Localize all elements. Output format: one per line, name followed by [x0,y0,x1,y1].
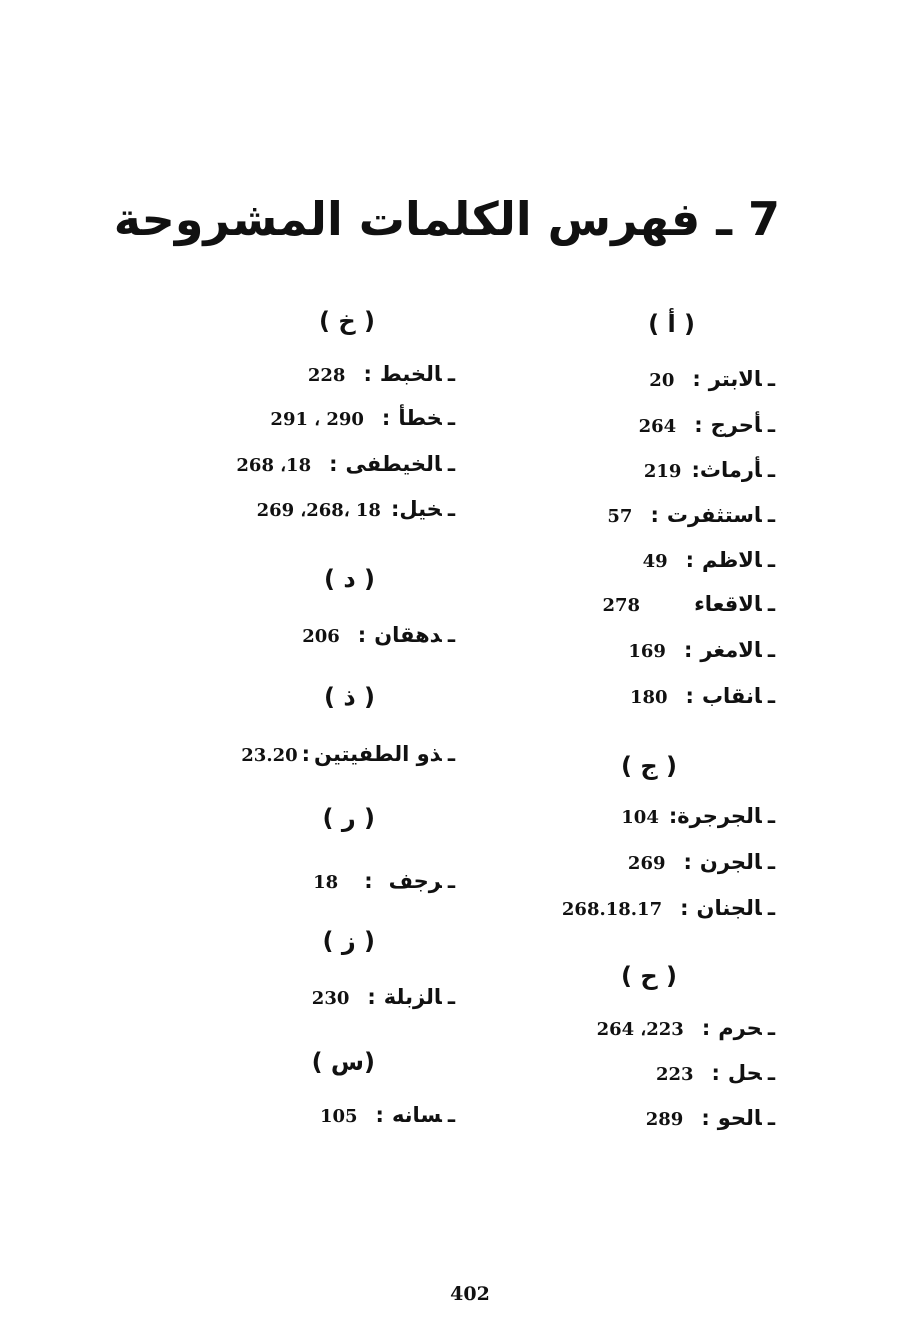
section-header: ( خ ) [319,307,375,335]
section-header: ( ز ) [322,927,375,955]
entry-word: الخيطفى [345,452,442,476]
entry-pages: 57 [607,506,633,527]
index-entry: ـدهقان:206 [302,623,455,647]
section-header: ( ر ) [322,804,375,832]
index-entry: ـالابتر:20 [649,367,775,391]
entry-word: الاقعاء [694,592,762,616]
entry-pages: 23.20 [241,745,298,766]
index-entry: ـالزبلة:230 [311,985,455,1009]
entry-pages: 291 ، 290 [270,409,364,430]
entry-pages: 264 [638,416,677,437]
page-number: 402 [450,1283,490,1305]
entry-pages: 105 [319,1106,358,1127]
index-entry: ـالجنان:268.18.17 [561,896,775,920]
index-entry: ـالامغر:169 [628,638,775,662]
index-entry: ـاستثفرت:57 [607,503,775,527]
entry-word: ذو الطفيتين [314,742,442,766]
index-entry: ـسانه:105 [319,1103,455,1127]
entry-word: استثفرت [666,503,762,527]
index-entry: ـالجرن:269 [627,850,775,874]
entry-word: انقاب [701,684,762,708]
entry-word: الجنان [696,896,762,920]
entry-pages: 269 ،268، 18 [256,500,381,521]
entry-pages: 268 ،18 [236,455,312,476]
entry-pages: 18 [313,872,339,893]
entry-word: أرماث: [691,458,762,482]
index-entry: ـخطأ:291 ، 290 [270,406,455,430]
index-entry: ـذو الطفيتين:23.20 [241,742,455,766]
entry-word: الحو [717,1106,762,1130]
section-header: ( ح ) [621,962,677,990]
index-entry: ـالخبط:228 [307,362,455,386]
entry-pages: 49 [642,551,668,572]
entry-word: الاظم [702,548,762,572]
entry-word: أحرج [710,413,762,437]
entry-word: الجرجرة: [668,804,762,828]
entry-pages: 268.18.17 [561,899,663,920]
index-entry: ـأرماث:219 [643,458,775,482]
index-entry: ـخيل:269 ،268، 18 [256,497,455,521]
section-header: ( ذ ) [324,683,375,711]
entry-word: الزبلة [383,985,442,1009]
entry-pages: 219 [643,461,682,482]
index-entry: ـرجف:18 [313,869,455,893]
index-entry: ـالخيطفى:268 ،18 [236,452,455,476]
index-entry: ـأحرج:264 [638,413,775,437]
section-header: ( د ) [324,565,375,593]
entry-word: دهقان [374,623,442,647]
entry-pages: 223 [655,1064,694,1085]
index-entry: ـالجرجرة:104 [621,804,775,828]
entry-word: حل [727,1061,762,1085]
entry-word: خيل: [390,497,442,521]
entry-pages: 269 [627,853,666,874]
entry-word: خطأ [398,406,442,430]
entry-word: سانه [391,1103,442,1127]
entry-word: الخبط [379,362,442,386]
entry-pages: 230 [311,988,350,1009]
entry-pages: 169 [628,641,666,662]
entry-pages: 264 ،223 [596,1019,684,1040]
entry-word: الجرن [699,850,762,874]
entry-pages: 206 [302,626,340,647]
entry-pages: 278 [602,595,641,616]
section-header: ( ج ) [621,752,677,780]
index-entry: ـالاظم:49 [642,548,775,572]
index-entry: ـحرم:264 ،223 [596,1016,775,1040]
entry-word: الابتر [708,367,762,391]
entry-pages: 20 [649,370,675,391]
page-title: 7 ـ فهرس الكلمات المشروحة [113,192,780,246]
entry-pages: 104 [621,807,659,828]
section-header: (س ) [311,1048,375,1076]
index-entry: ـحل:223 [655,1061,775,1085]
index-entry: ـالحو:289 [645,1106,775,1130]
entry-pages: 228 [307,365,346,386]
section-header: ( أ ) [648,310,695,338]
entry-word: حرم [718,1016,762,1040]
entry-pages: 289 [645,1109,684,1130]
index-entry: ـانقاب:180 [629,684,775,708]
entry-pages: 180 [629,687,668,708]
index-entry: ـالاقعاء278 [602,592,775,616]
entry-word: رجف [388,869,442,893]
entry-word: الامغر [700,638,762,662]
